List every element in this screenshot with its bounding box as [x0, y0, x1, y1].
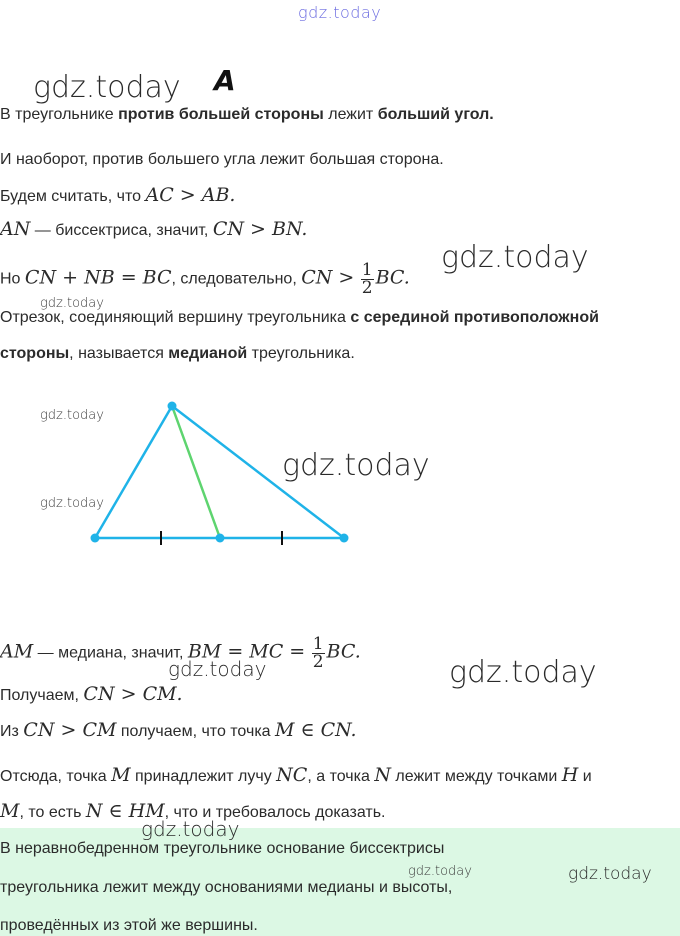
text-line-11: Отсюда, точка M принадлежит лучу NC, а точка N лежит между точками H и: [0, 764, 592, 786]
watermark-right-2: gdz.today: [449, 655, 597, 690]
watermark-small-3: gdz.today: [40, 496, 104, 511]
text-line-10: Из CN > CM получаем, что точка M ∈ CN.: [0, 719, 357, 741]
fraction-half-2: $\frac{1}{2}$: [312, 634, 324, 672]
midpoint: [216, 534, 225, 543]
text-line-8: AM — медиана, значит, BM = MC = $\frac{1}{2}$ BC.: [0, 634, 361, 672]
watermark-center: gdz.today: [282, 448, 430, 483]
theorem-line-2: треугольника лежит между основаниями медианы и высоты,: [0, 879, 453, 896]
watermark-small-1: gdz.today: [40, 296, 104, 311]
header-letter: A: [214, 64, 236, 97]
vertex-top: [168, 402, 177, 411]
watermark-box-right: gdz.today: [568, 864, 652, 884]
vertex-right: [340, 534, 349, 543]
text-line-4: AN — биссектриса, значит, CN > BN.: [0, 218, 308, 240]
watermark-box-small: gdz.today: [408, 864, 472, 879]
watermark-top: gdz.today: [298, 3, 382, 22]
watermark-small-2: gdz.today: [40, 408, 104, 423]
watermark-mid: gdz.today: [168, 657, 267, 681]
watermark-box-top: gdz.today: [141, 817, 240, 841]
text-line-3: Будем считать, что AC > AB.: [0, 184, 236, 206]
text-line-1: В треугольнике против большей стороны лежит больший угол.: [0, 106, 494, 123]
watermark-header: gdz.today: [33, 70, 181, 105]
text-line-7: стороны, называется медианой треугольника.: [0, 345, 355, 362]
side-ab: [95, 406, 172, 538]
theorem-line-1: В неравнобедренном треугольнике основание биссектрисы: [0, 840, 445, 857]
text-line-2: И наоборот, против большего угла лежит большая сторона.: [0, 151, 444, 168]
text-line-6: Отрезок, соединяющий вершину треугольника с серединой противоположной: [0, 309, 599, 326]
vertex-left: [91, 534, 100, 543]
text-line-12: M, то есть N ∈ HM, что и требовалось доказать.: [0, 800, 386, 822]
fraction-half: $\frac{1}{2}$: [361, 260, 373, 298]
theorem-line-3: проведённых из этой же вершины.: [0, 917, 258, 934]
text-line-9: Получаем, CN > CM.: [0, 683, 183, 705]
watermark-right-1: gdz.today: [441, 240, 589, 275]
text-line-5: Но CN + NB = BC, следовательно, CN > $\frac{1}{2}$ BC.: [0, 260, 410, 298]
